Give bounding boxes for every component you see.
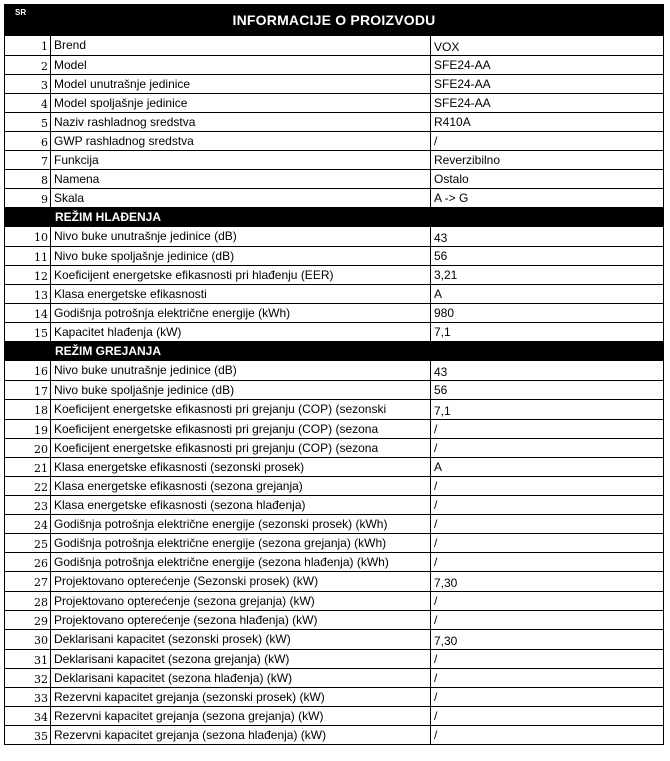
row-number: 9	[5, 189, 51, 207]
table-row	[5, 304, 663, 323]
table-row	[5, 151, 663, 170]
row-number: 1	[5, 36, 51, 55]
table-row	[5, 285, 663, 304]
row-value: /	[434, 134, 438, 148]
row-value: SFE24-AA	[434, 96, 491, 110]
row-value: /	[434, 594, 438, 608]
row-label: Deklarisani kapacitet (sezona hlađenja) (kW)	[51, 669, 431, 687]
row-label: Godišnja potrošnja električne energije (sezona hlađenja) (kWh)	[51, 553, 431, 571]
row-number: 13	[5, 285, 51, 303]
row-number: 15	[5, 323, 51, 341]
row-number: 12	[5, 266, 51, 284]
table-row	[5, 534, 663, 553]
row-value: 980	[434, 306, 455, 320]
table-row	[5, 420, 663, 439]
row-label: Rezervni kapacitet grejanja (sezonski prosek) (kW)	[51, 688, 431, 706]
row-value: SFE24-AA	[434, 58, 491, 72]
row-label: Godišnja potrošnja električne energije (sezonski prosek) (kWh)	[51, 515, 431, 533]
row-value: R410A	[434, 115, 471, 129]
row-value: /	[434, 536, 438, 550]
row-label: Namena	[51, 170, 431, 188]
row-number: 19	[5, 420, 51, 438]
row-number: 11	[5, 247, 51, 265]
table-row	[5, 381, 663, 400]
row-number: 18	[5, 400, 51, 419]
table-row	[5, 477, 663, 496]
row-number: 32	[5, 669, 51, 687]
row-number: 26	[5, 553, 51, 571]
row-label: Koeficijent energetske efikasnosti pri grejanju (COP) (sezona	[51, 420, 431, 438]
row-number: 17	[5, 381, 51, 399]
row-value: 56	[434, 249, 448, 263]
row-label: Kapacitet hlađenja (kW)	[51, 323, 431, 341]
row-value: Ostalo	[434, 172, 469, 186]
row-label: Klasa energetske efikasnosti (sezonski prosek)	[51, 458, 431, 476]
row-number: 23	[5, 496, 51, 514]
row-number: 2	[5, 56, 51, 74]
product-info-table	[4, 36, 664, 745]
table-row	[5, 650, 663, 669]
row-number: 31	[5, 650, 51, 668]
row-label: Deklarisani kapacitet (sezonski prosek) (kW)	[51, 630, 431, 649]
row-number: 22	[5, 477, 51, 495]
row-number: 30	[5, 630, 51, 649]
table-row	[5, 227, 663, 247]
row-label: Nivo buke unutrašnje jedinice (dB)	[51, 227, 431, 246]
table-row	[5, 113, 663, 132]
row-label: Klasa energetske efikasnosti (sezona grejanja)	[51, 477, 431, 495]
row-label: Model	[51, 56, 431, 74]
table-row	[5, 56, 663, 75]
row-value: /	[434, 690, 438, 704]
row-label: Godišnja potrošnja električne energije (sezona grejanja) (kWh)	[51, 534, 431, 552]
table-row	[5, 132, 663, 151]
row-label: Projektovano opterećenje (sezona hlađenja) (kW)	[51, 611, 431, 629]
table-row	[5, 669, 663, 688]
row-number: 5	[5, 113, 51, 131]
row-value: Reverzibilno	[434, 153, 501, 167]
row-number: 24	[5, 515, 51, 533]
table-row	[5, 361, 663, 381]
row-number: 16	[5, 361, 51, 380]
sheet-header	[4, 4, 664, 36]
row-value: /	[434, 441, 438, 455]
row-value: VOX	[434, 40, 460, 54]
row-number: 35	[5, 726, 51, 744]
row-number: 3	[5, 75, 51, 93]
table-row	[5, 247, 663, 266]
row-number: 10	[5, 227, 51, 246]
table-row	[5, 170, 663, 189]
row-label: Klasa energetske efikasnosti	[51, 285, 431, 303]
row-value: 7,1	[434, 404, 451, 418]
table-row	[5, 592, 663, 611]
row-number: 21	[5, 458, 51, 476]
row-label: Skala	[51, 189, 431, 207]
row-value: 7,1	[434, 325, 451, 339]
row-label: Brend	[51, 36, 431, 55]
row-label: Klasa energetske efikasnosti (sezona hlađenja)	[51, 496, 431, 514]
row-label: Rezervni kapacitet grejanja (sezona grejanja) (kW)	[51, 707, 431, 725]
table-row	[5, 707, 663, 726]
table-row	[5, 94, 663, 113]
table-row	[5, 630, 663, 650]
row-value: A	[434, 460, 443, 474]
row-number: 8	[5, 170, 51, 188]
language-code: SR	[15, 8, 27, 17]
row-value: A	[434, 287, 443, 301]
row-number: 7	[5, 151, 51, 169]
sheet-title: INFORMACIJE O PROIZVODU	[232, 12, 436, 28]
table-row	[5, 496, 663, 515]
row-value: /	[434, 652, 438, 666]
row-value: A -> G	[434, 191, 469, 205]
row-number: 34	[5, 707, 51, 725]
table-row	[5, 515, 663, 534]
row-value: /	[434, 613, 438, 627]
row-label: Model spoljašnje jedinice	[51, 94, 431, 112]
section-header: REŽIM GREJANJA	[5, 342, 663, 361]
row-value: 7,30	[434, 576, 458, 590]
table-row	[5, 688, 663, 707]
table-row	[5, 36, 663, 56]
row-label: Model unutrašnje jedinice	[51, 75, 431, 93]
row-label: Rezervni kapacitet grejanja (sezona hlađenja) (kW)	[51, 726, 431, 744]
row-value: /	[434, 422, 438, 436]
table-row	[5, 75, 663, 94]
table-row	[5, 572, 663, 592]
row-label: Naziv rashladnog sredstva	[51, 113, 431, 131]
row-value: 56	[434, 383, 448, 397]
row-value: /	[434, 479, 438, 493]
row-label: Deklarisani kapacitet (sezona grejanja) (kW)	[51, 650, 431, 668]
table-row	[5, 439, 663, 458]
row-number: 6	[5, 132, 51, 150]
table-row	[5, 458, 663, 477]
row-label: Funkcija	[51, 151, 431, 169]
row-label: GWP rashladnog sredstva	[51, 132, 431, 150]
row-label: Koeficijent energetske efikasnosti pri grejanju (COP) (sezona	[51, 439, 431, 457]
row-value: /	[434, 728, 438, 742]
table-row	[5, 189, 663, 208]
row-label: Projektovano opterećenje (sezona grejanja) (kW)	[51, 592, 431, 610]
table-row	[5, 266, 663, 285]
row-number: 25	[5, 534, 51, 552]
row-number: 33	[5, 688, 51, 706]
row-value: 7,30	[434, 634, 458, 648]
row-number: 27	[5, 572, 51, 591]
table-row	[5, 400, 663, 420]
row-label: Nivo buke spoljašnje jedinice (dB)	[51, 247, 431, 265]
row-label: Koeficijent energetske efikasnosti pri hlađenju (EER)	[51, 266, 431, 284]
table-row	[5, 553, 663, 572]
row-value: /	[434, 671, 438, 685]
row-value: /	[434, 498, 438, 512]
row-label: Nivo buke spoljašnje jedinice (dB)	[51, 381, 431, 399]
row-label: Koeficijent energetske efikasnosti pri grejanju (COP) (sezonski	[51, 400, 431, 419]
row-value: /	[434, 555, 438, 569]
row-value: 43	[434, 231, 448, 245]
product-info-sheet	[4, 4, 664, 745]
row-value: 43	[434, 365, 448, 379]
row-label: Projektovano opterećenje (Sezonski prosek) (kW)	[51, 572, 431, 591]
row-number: 4	[5, 94, 51, 112]
row-value: SFE24-AA	[434, 77, 491, 91]
table-row	[5, 611, 663, 630]
table-row	[5, 323, 663, 342]
table-row	[5, 726, 663, 745]
row-label: Nivo buke unutrašnje jedinice (dB)	[51, 361, 431, 380]
row-value: /	[434, 517, 438, 531]
row-number: 14	[5, 304, 51, 322]
row-number: 20	[5, 439, 51, 457]
row-number: 29	[5, 611, 51, 629]
section-header: REŽIM HLAĐENJA	[5, 208, 663, 227]
row-number: 28	[5, 592, 51, 610]
row-label: Godišnja potrošnja električne energije (kWh)	[51, 304, 431, 322]
row-value: 3,21	[434, 268, 458, 282]
row-value: /	[434, 709, 438, 723]
